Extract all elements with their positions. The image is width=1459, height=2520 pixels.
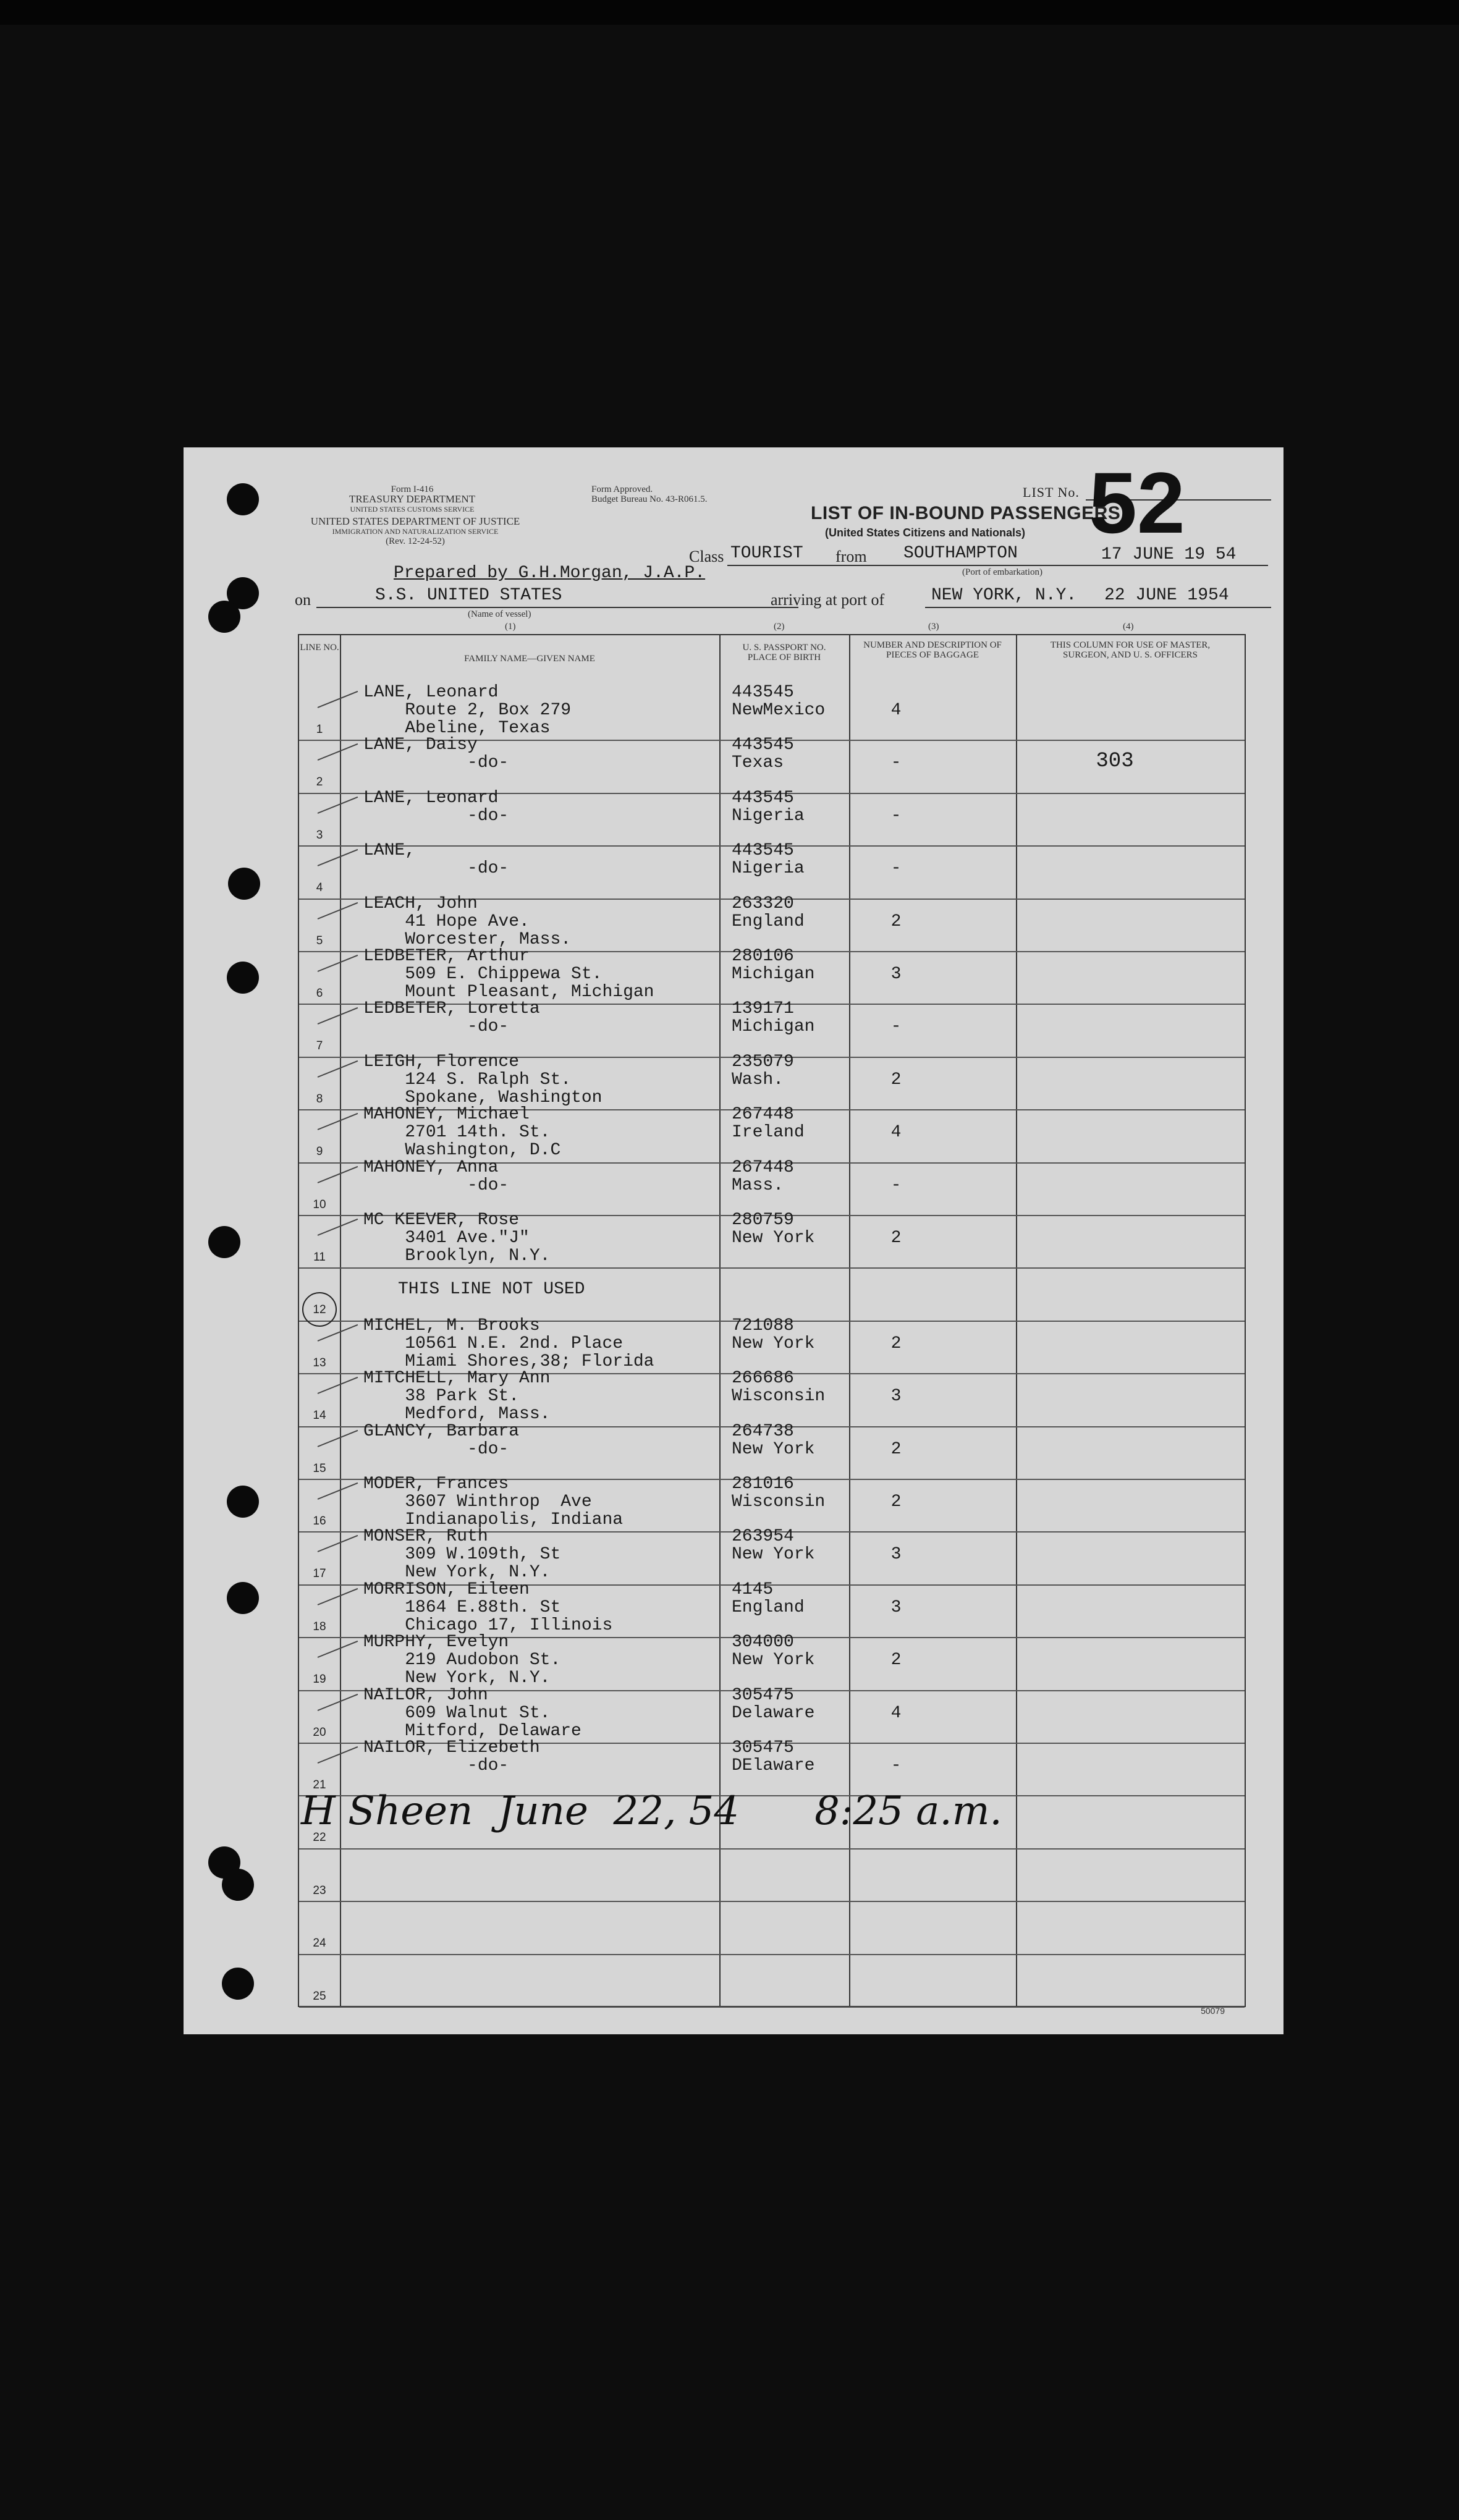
check-mark <box>318 1165 358 1183</box>
baggage-count: - <box>890 1017 902 1037</box>
table-row <box>299 999 1245 1057</box>
form-approval: Form Approved. Budget Bureau No. 43-R061.5. <box>591 484 708 504</box>
check-mark <box>318 1377 358 1394</box>
passenger-name: LEDBETER, Loretta -do- <box>363 999 540 1037</box>
passport-and-birthplace: 304000 New York <box>732 1633 815 1670</box>
list-number: 52 <box>1089 454 1185 551</box>
check-mark <box>318 849 358 866</box>
arrival-date: 22 JUNE 1954 <box>1104 586 1229 605</box>
passport-and-birthplace: 305475 Delaware <box>732 1685 815 1723</box>
table-row <box>299 788 1245 847</box>
line-number: 7 <box>316 1039 323 1053</box>
passenger-name: MITCHELL, Mary Ann 38 Park St. Medford, Mass. <box>363 1369 551 1424</box>
table-row <box>299 1848 1245 1902</box>
baggage-count: 2 <box>890 1651 902 1670</box>
col-header-line: LINE NO. <box>300 643 339 653</box>
table-row <box>299 1369 1245 1427</box>
passport-and-birthplace: 305475 DElaware <box>732 1738 815 1775</box>
check-mark <box>318 955 358 972</box>
passport-and-birthplace: 266686 Wisconsin <box>732 1369 826 1406</box>
on-label: on <box>295 591 311 609</box>
class-value: TOURIST <box>730 544 803 563</box>
table-row <box>299 1633 1245 1691</box>
line-number: 8 <box>316 1092 323 1106</box>
line-number: 20 <box>313 1725 326 1739</box>
table-row <box>299 1211 1245 1269</box>
line-number: 12 <box>313 1303 326 1317</box>
form-header-justice: UNITED STATES DEPARTMENT OF JUSTICE IMMIGRATION AND NATURALIZATION SERVICE (Rev. 12-24-52) <box>310 515 520 546</box>
passenger-name: LANE, Leonard Route 2, Box 279 Abeline, Texas <box>363 683 572 738</box>
line-number: 19 <box>313 1673 326 1686</box>
check-mark <box>318 1641 358 1658</box>
vessel-rule <box>316 607 798 608</box>
passenger-name: MAHONEY, Michael 2701 14th. St. Washington, D.C <box>363 1105 561 1161</box>
passenger-name: GLANCY, Barbara -do- <box>363 1421 520 1459</box>
departure-date: 17 JUNE 19 54 <box>1101 545 1237 564</box>
table-row <box>299 1685 1245 1744</box>
baggage-count: 2 <box>890 1439 902 1459</box>
column-number: (1) <box>505 622 516 632</box>
passenger-name: LANE, Leonard -do- <box>363 788 509 826</box>
passenger-name: LANE, -do- <box>363 841 509 879</box>
binder-hole <box>208 601 240 633</box>
passenger-name: MONSER, Ruth 309 W.109th, St New York, N.Y. <box>363 1527 561 1583</box>
line-number: 2 <box>316 776 323 789</box>
check-mark <box>318 797 358 814</box>
baggage-count: 2 <box>890 911 902 931</box>
table-row <box>299 735 1245 793</box>
table-row <box>299 1474 1245 1533</box>
list-number-label: LIST No. <box>1023 484 1080 500</box>
check-mark <box>318 1324 358 1342</box>
passenger-name: LEIGH, Florence 124 S. Ralph St. Spokane, Washington <box>363 1052 603 1107</box>
check-mark <box>318 902 358 919</box>
passenger-name: LANE, Daisy -do- <box>363 735 509 773</box>
passport-and-birthplace: 4145 England <box>732 1579 805 1617</box>
scan-border <box>0 0 1459 25</box>
baggage-count: - <box>890 1756 902 1775</box>
baggage-count: 3 <box>890 1597 902 1617</box>
table-row <box>299 683 1245 741</box>
binder-hole <box>228 868 260 900</box>
baggage-count: 2 <box>890 1334 902 1353</box>
line-number: 18 <box>313 1620 326 1633</box>
passenger-name: NAILOR, Elizebeth -do- <box>363 1738 540 1775</box>
table-row <box>299 1316 1245 1374</box>
line-number: 24 <box>313 1937 326 1950</box>
binder-hole <box>227 1582 259 1614</box>
check-mark <box>318 1007 358 1025</box>
line-number: 21 <box>313 1778 326 1791</box>
baggage-count: 4 <box>890 701 902 720</box>
list-title: LIST OF IN-BOUND PASSENGERS <box>811 503 1121 523</box>
passport-and-birthplace: 280106 Michigan <box>732 947 815 984</box>
table-row <box>299 1901 1245 1955</box>
check-mark <box>318 1113 358 1130</box>
line-number: 9 <box>316 1145 323 1159</box>
passenger-name: LEACH, John 41 Hope Ave. Worcester, Mass. <box>363 894 572 949</box>
arrival-port: NEW YORK, N.Y. <box>931 586 1077 605</box>
baggage-count: 2 <box>890 1070 902 1089</box>
passport-and-birthplace: 267448 Ireland <box>732 1105 805 1143</box>
passenger-name: MORRISON, Eileen 1864 E.88th. St Chicago 17, Illinois <box>363 1579 613 1635</box>
check-mark <box>318 1060 358 1078</box>
embarkation-port: SOUTHAMPTON <box>903 544 1018 563</box>
column-number: (3) <box>928 622 939 632</box>
line-number: 25 <box>313 1989 326 2003</box>
check-mark <box>318 1535 358 1552</box>
line-number: 3 <box>316 828 323 842</box>
check-mark <box>318 1482 358 1500</box>
class-label: Class <box>689 548 724 565</box>
arriving-label: arriving at port of <box>771 591 885 609</box>
line-number: 4 <box>316 881 323 895</box>
line-number: 6 <box>316 987 323 1000</box>
passport-and-birthplace: 443545 NewMexico <box>732 683 826 720</box>
baggage-count: - <box>890 753 902 773</box>
from-label: from <box>835 548 867 565</box>
line-number: 1 <box>316 723 323 736</box>
arrival-rule <box>925 607 1271 608</box>
passenger-name: MODER, Frances 3607 Winthrop Ave Indianapolis, Indiana <box>363 1474 624 1529</box>
line-number: 16 <box>313 1515 326 1528</box>
baggage-count: - <box>890 859 902 879</box>
from-rule <box>873 565 1268 566</box>
passport-and-birthplace: 281016 Wisconsin <box>732 1474 826 1512</box>
col-header-officers: THIS COLUMN FOR USE OF MASTER, SURGEON, AND U. S. OFFICERS <box>1050 640 1211 660</box>
passport-and-birthplace: 267448 Mass. <box>732 1157 794 1195</box>
passport-and-birthplace: 443545 Nigeria <box>732 788 805 826</box>
line-number: 13 <box>313 1356 326 1369</box>
check-mark <box>318 691 358 708</box>
check-mark <box>318 1219 358 1236</box>
table-row <box>299 1954 1245 2008</box>
table-row <box>299 1105 1245 1163</box>
prepared-by: Prepared by G.H.Morgan, J.A.P. <box>394 564 706 583</box>
col-header-passport: U. S. PASSPORT NO. PLACE OF BIRTH <box>742 643 826 662</box>
handwritten-signature-note: H Sheen June 22, 54 8:25 a.m. <box>301 1788 1002 1834</box>
col-header-name: FAMILY NAME—GIVEN NAME <box>464 654 595 664</box>
form-header-left: Form I-416 TREASURY DEPARTMENT UNITED STATES CUSTOMS SERVICE <box>349 484 476 514</box>
line-number: 14 <box>313 1409 326 1423</box>
baggage-count: 2 <box>890 1228 902 1248</box>
line-number: 5 <box>316 934 323 947</box>
table-row <box>299 1527 1245 1585</box>
passport-and-birthplace: 443545 Nigeria <box>732 841 805 879</box>
line-number: 15 <box>313 1461 326 1475</box>
manifest-page <box>184 447 1283 2034</box>
baggage-count: 3 <box>890 1545 902 1565</box>
binder-hole <box>227 483 259 515</box>
passport-and-birthplace: 139171 Michigan <box>732 999 815 1037</box>
col-header-baggage: NUMBER AND DESCRIPTION OF PIECES OF BAGGAGE <box>863 640 1002 660</box>
baggage-count: - <box>890 1175 902 1195</box>
line-number: 11 <box>313 1251 326 1264</box>
vessel-caption: (Name of vessel) <box>468 609 531 619</box>
column-number: (2) <box>774 622 785 632</box>
officer-note: 303 <box>1096 750 1134 774</box>
check-mark <box>318 1693 358 1710</box>
table-row <box>299 1579 1245 1638</box>
passport-and-birthplace: 280759 New York <box>732 1211 815 1248</box>
passenger-name: MC KEEVER, Rose 3401 Ave."J" Brooklyn, N.Y. <box>363 1211 551 1266</box>
baggage-count: 4 <box>890 1123 902 1143</box>
check-mark <box>318 1429 358 1447</box>
table-row <box>299 894 1245 952</box>
embarkation-caption: (Port of embarkation) <box>962 567 1042 577</box>
passenger-name: NAILOR, John 609 Walnut St. Mitford, Delaware <box>363 1685 581 1741</box>
check-mark <box>318 1746 358 1764</box>
binder-hole <box>227 962 259 994</box>
passport-and-birthplace: 263954 New York <box>732 1527 815 1565</box>
passenger-name: MAHONEY, Anna -do- <box>363 1157 509 1195</box>
binder-hole <box>222 1968 254 2000</box>
line-not-used-note: THIS LINE NOT USED <box>398 1280 585 1300</box>
column-number: (4) <box>1123 622 1134 632</box>
passenger-name: MICHEL, M. Brooks 10561 N.E. 2nd. Place Miami Shores,38; Florida <box>363 1316 654 1371</box>
passport-and-birthplace: 235079 Wash. <box>732 1052 794 1089</box>
passenger-name: LEDBETER, Arthur 509 E. Chippewa St. Mount Pleasant, Michigan <box>363 947 654 1002</box>
table-row <box>299 1267 1245 1321</box>
passenger-name: MURPHY, Evelyn 219 Audobon St. New York, N.Y. <box>363 1633 561 1688</box>
binder-hole <box>222 1869 254 1901</box>
check-mark <box>318 743 358 761</box>
baggage-count: - <box>890 806 902 826</box>
baggage-count: 2 <box>890 1492 902 1512</box>
passport-and-birthplace: 264738 New York <box>732 1421 815 1459</box>
check-mark <box>318 1588 358 1605</box>
form-code: 50079 <box>1201 2006 1225 2016</box>
list-subtitle: (United States Citizens and Nationals) <box>825 526 1026 539</box>
table-row <box>299 1421 1245 1480</box>
binder-hole <box>227 1486 259 1518</box>
table-row <box>299 1052 1245 1110</box>
baggage-count: 4 <box>890 1703 902 1723</box>
baggage-count: 3 <box>890 1387 902 1406</box>
line-number: 17 <box>313 1567 326 1581</box>
line-number: 10 <box>313 1198 326 1211</box>
passport-and-birthplace: 721088 New York <box>732 1316 815 1353</box>
vessel-name: S.S. UNITED STATES <box>375 586 562 605</box>
passport-and-birthplace: 263320 England <box>732 894 805 931</box>
table-row <box>299 841 1245 899</box>
line-number: 23 <box>313 1884 326 1897</box>
line-number: 22 <box>313 1831 326 1845</box>
table-row <box>299 947 1245 1005</box>
baggage-count: 3 <box>890 965 902 984</box>
passport-and-birthplace: 443545 Texas <box>732 735 794 773</box>
table-row <box>299 1157 1245 1216</box>
binder-hole <box>208 1226 240 1258</box>
